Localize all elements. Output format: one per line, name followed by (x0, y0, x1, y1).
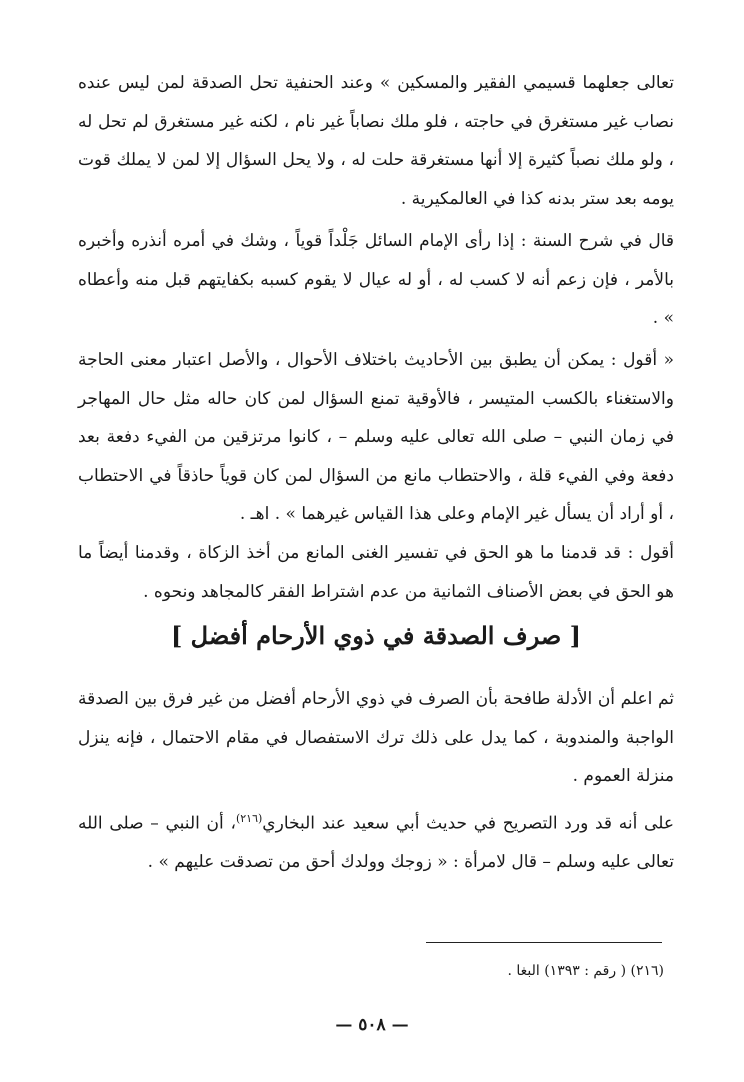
paragraph-6-rest: ، أن النبي – صلى الله تعالى عليه وسلم – قال لامرأة : « زوجك وولدك أحق من تصدقت عليهم » . (78, 813, 674, 873)
paragraph-5 (78, 680, 674, 796)
footnote: (٢١٦) ( رقم : ١٣٩٣) البغا . (507, 963, 664, 979)
footnote-reference: (٢١٦) (235, 812, 263, 825)
paragraph-6-lead: على أنه قد ورد التصريح في حديث أبي سعيد عند البخاري (262, 813, 674, 834)
paragraph-3 (78, 341, 674, 534)
paragraph-1-text: تعالى جعلهما قسيمي الفقير والمسكين » وعند الحنفية تحل الصدقة لمن ليس عنده نصاب غير مستغرق في حاجته ، فلو ملك نصاباً غير نام ، لكنه غير مستغرق لم تحل له ، ولو ملك نصباً كثيرة إلا أنها مستغرقة حلت له ، ولا يحل السؤال إلا لمن لا يملك قوت يومه بعد ستر بدنه كذا في العالمكيرية . (78, 73, 674, 209)
paragraph-2-text: قال في شرح السنة : إذا رأى الإمام السائل جَلْداً قوياً ، وشك في أمره أنذره وأخبره بالأمر ، فإن زعم أنه لا كسب له ، أو له عيال لا يقوم كسبه بكفايتهم قبل منه وأعطاه » . (78, 231, 674, 328)
paragraph-4-text: أقول : قد قدمنا ما هو الحق في تفسير الغنى المانع من أخذ الزكاة ، وقدمنا أيضاً ما هو الحق في بعض الأصناف الثمانية من عدم اشتراط الفقر كالمجاهد ونحوه . (78, 543, 674, 602)
paragraph-6 (78, 800, 674, 882)
paragraph-5-text: ثم اعلم أن الأدلة طافحة بأن الصرف في ذوي الأرحام أفضل من غير فرق بين الصدقة الواجبة والمندوبة ، كما يدل على ذلك ترك الاستفصال في مقام الاحتمال ، فإنه ينزل منزلة العموم . (78, 689, 674, 786)
footnote-divider (426, 942, 662, 943)
paragraph-4 (78, 534, 674, 611)
paragraph-3-text: « أقول : يمكن أن يطبق بين الأحاديث باختلاف الأحوال ، والأصل اعتبار معنى الحاجة والاستغناء بالكسب المتيسر ، فالأوقية تمنع السؤال لمن كان حاله مثل حال المهاجر في زمان النبي – صلى الله تعالى عليه وسلم – ، كانوا مرتزقين من الفيء دفعة بعد دفعة وفي الفيء قلة ، والاحتطاب مانع من السؤال لمن كان قوياً حاذقاً في الاحتطاب ، أو أراد أن يسأل غير الإمام وعلى هذا القياس غيرهما » . اهـ . (78, 350, 674, 524)
paragraph-6-text (78, 800, 674, 882)
section-heading: [ صرف الصدقة في ذوي الأرحام أفضل ] (170, 621, 582, 650)
page-number: — ٥٠٨ — (335, 1015, 409, 1035)
paragraph-1 (78, 64, 674, 218)
paragraph-2 (78, 222, 674, 338)
